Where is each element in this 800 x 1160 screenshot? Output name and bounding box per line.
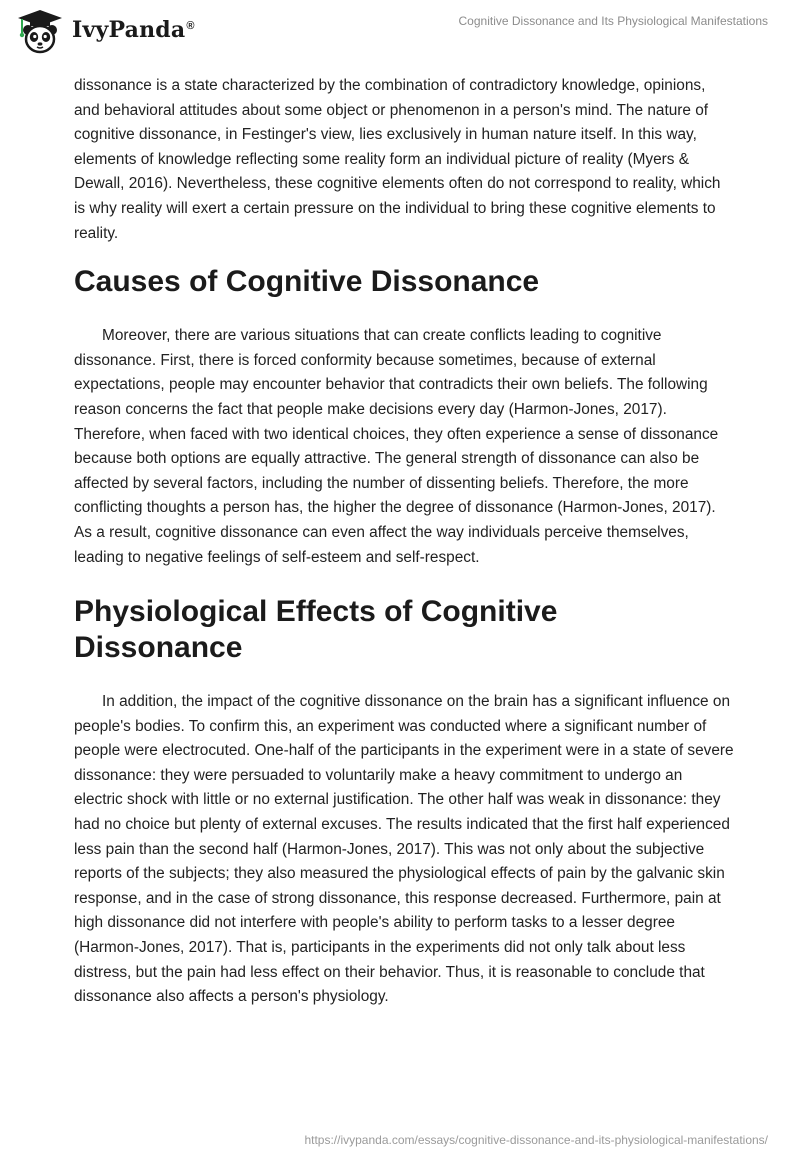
ivypanda-logo[interactable] <box>14 8 195 56</box>
essay-content <box>74 74 734 1010</box>
panda-graduate-icon <box>14 8 66 56</box>
document-title: Cognitive Dissonance and Its Physiological Manifestations <box>458 14 768 28</box>
source-url[interactable]: https://ivypanda.com/essays/cognitive-dissonance-and-its-physiological-manifestations/ <box>304 1133 768 1147</box>
causes-paragraph: Moreover, there are various situations that can create conflicts leading to cognitive dissonance. First, there is forced conformity because sometimes, because of external expectations, people may encounter behavior that contradicts their own beliefs. The following reason concerns the fact that people make decisions every day (Harmon-Jones, 2017). Therefore, when faced with two identical choices, they often experience a sense of dissonance because both options are equally attractive. The general strength of dissonance can also be affected by several factors, including the number of dissenting beliefs. Therefore, the more conflicting thoughts a person has, the higher the degree of dissonance (Harmon-Jones, 2017). As a result, cognitive dissonance can even affect the way individuals perceive themselves, leading to negative feelings of self-esteem and self-respect. <box>74 327 719 566</box>
page-header <box>0 0 800 70</box>
logo-text: IvyPanda® <box>72 17 195 43</box>
section-heading-physiological-effects: Physiological Effects of Cognitive Dissonance <box>74 595 558 665</box>
section-heading-causes: Causes of Cognitive Dissonance <box>74 265 540 299</box>
registered-mark: ® <box>186 19 195 32</box>
intro-paragraph: dissonance is a state characterized by the combination of contradictory knowledge, opinions, and behavioral attitudes about some object or phenomenon in a person's mind. The nature of cognitive dissonance, in Festinger's view, lies exclusively in human nature itself. In this way, elements of knowledge reflecting some reality form an individual picture of reality (Myers & Dewall, 2016). Nevertheless, these cognitive elements often do not correspond to reality, which is why reality will exert a certain pressure on the individual to bring these cognitive elements to reality. <box>74 77 721 242</box>
physiological-effects-paragraph: In addition, the impact of the cognitive dissonance on the brain has a significant influence on people's bodies. To confirm this, an experiment was conducted where a significant number of people were electrocuted. One-half of the participants in the experiment were in a state of severe dissonance: they were persuaded to voluntarily make a heavy commitment to undergo an electric shock with little or no external justification. The other half was weak in dissonance: they had no choice but plenty of external excuses. The results indicated that the first half experienced less pain than the second half (Harmon-Jones, 2017). This was not only about the subjective reports of the subjects; they also measured the physiological effects of pain by the galvanic skin response, and in the case of strong dissonance, this response decreased. Furthermore, pain at high dissonance did not interfere with people's ability to perform tasks to a lesser degree (Harmon-Jones, 2017). That is, participants in the experiments did not only talk about less distress, but the pain had less effect on their behavior. Thus, it is reasonable to conclude that dissonance also affects a person's physiology. <box>74 693 734 1006</box>
